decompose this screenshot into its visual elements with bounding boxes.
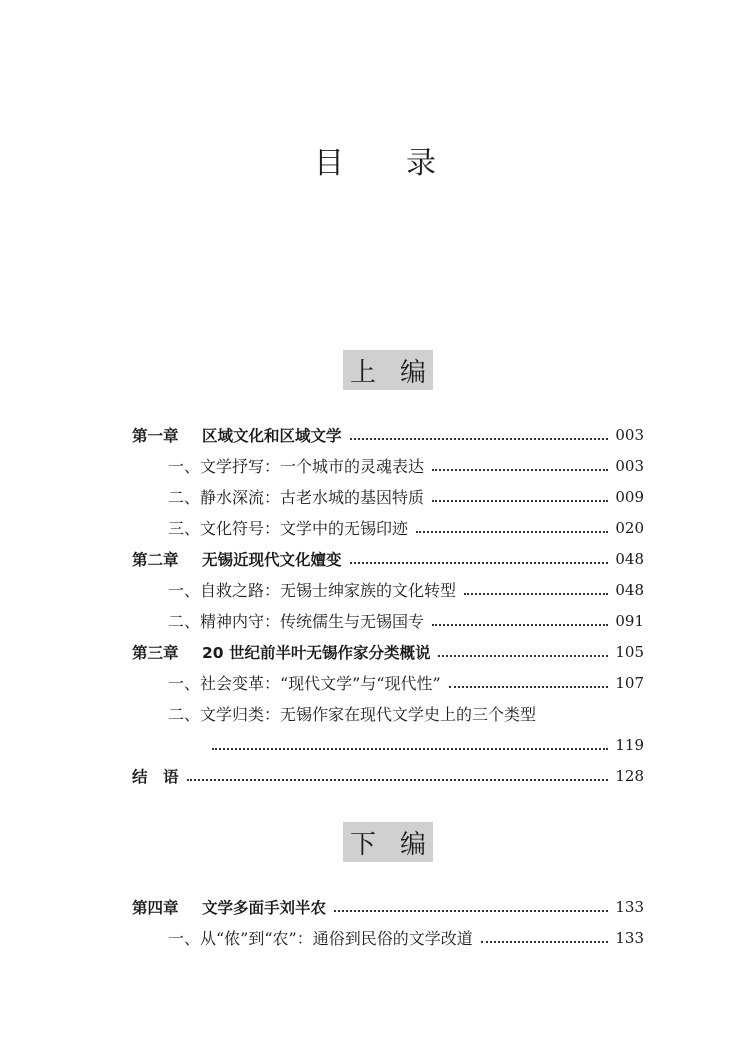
toc-entry-conclusion[interactable] bbox=[132, 760, 644, 791]
page-number: 133 bbox=[615, 897, 644, 916]
page-number: 003 bbox=[615, 425, 644, 444]
toc-entry-section[interactable] bbox=[132, 450, 644, 481]
dot-leader bbox=[350, 436, 608, 440]
part-heading-upper bbox=[343, 350, 433, 390]
chapter-number: 第三章 bbox=[132, 643, 179, 662]
toc-entry-continuation[interactable] bbox=[132, 729, 644, 760]
section-title: 三、文化符号：文学中的无锡印迹 bbox=[168, 519, 409, 538]
dot-leader bbox=[481, 939, 608, 943]
toc-entry-section[interactable] bbox=[132, 512, 644, 543]
page-number: 020 bbox=[615, 518, 644, 537]
toc-entry-section[interactable] bbox=[132, 922, 644, 953]
dot-leader bbox=[432, 622, 608, 626]
chapter-title: 区域文化和区域文学 bbox=[202, 426, 342, 445]
toc-list-lower bbox=[132, 891, 644, 953]
toc-entry-chapter-3[interactable] bbox=[132, 636, 644, 667]
part-heading-char-1: 上 bbox=[349, 357, 376, 388]
dot-leader bbox=[187, 777, 608, 781]
section-title: 二、精神内守：传统儒生与无锡国专 bbox=[168, 612, 425, 631]
page-number: 107 bbox=[615, 673, 644, 692]
chapter-title: 文学多面手刘半农 bbox=[202, 898, 327, 917]
conclusion-label: 结 语 bbox=[132, 767, 179, 786]
part-heading-char-2: 编 bbox=[400, 829, 427, 860]
toc-title bbox=[0, 138, 750, 182]
dot-leader bbox=[212, 746, 608, 750]
toc-list-upper bbox=[132, 419, 644, 791]
toc-title-char-1: 目 bbox=[314, 146, 344, 181]
section-title: 二、文学归类：无锡作家在现代文学史上的三个类型 bbox=[168, 705, 537, 724]
dot-leader bbox=[432, 498, 608, 502]
chapter-number: 第一章 bbox=[132, 426, 179, 445]
page-number: 048 bbox=[615, 549, 644, 568]
chapter-number: 第四章 bbox=[132, 898, 179, 917]
dot-leader bbox=[464, 591, 608, 595]
dot-leader bbox=[350, 560, 608, 564]
page-number: 133 bbox=[615, 928, 644, 947]
page-number: 119 bbox=[615, 735, 644, 754]
toc-entry-section[interactable] bbox=[132, 481, 644, 512]
toc-entry-chapter-2[interactable] bbox=[132, 543, 644, 574]
section-title: 一、从“侬”到“农”：通俗到民俗的文学改道 bbox=[168, 929, 473, 948]
toc-entry-chapter-4[interactable] bbox=[132, 891, 644, 922]
dot-leader bbox=[438, 653, 608, 657]
page-number: 048 bbox=[615, 580, 644, 599]
toc-entry-section-wrapped[interactable] bbox=[132, 698, 644, 729]
toc-entry-chapter-1[interactable] bbox=[132, 419, 644, 450]
toc-entry-section[interactable] bbox=[132, 574, 644, 605]
dot-leader bbox=[334, 908, 608, 912]
chapter-title: 20 世纪前半叶无锡作家分类概说 bbox=[202, 643, 431, 662]
section-title: 一、文学抒写：一个城市的灵魂表达 bbox=[168, 457, 425, 476]
part-heading-char-1: 下 bbox=[349, 829, 376, 860]
toc-entry-section[interactable] bbox=[132, 667, 644, 698]
page-number: 003 bbox=[615, 456, 644, 475]
section-title: 一、自救之路：无锡士绅家族的文化转型 bbox=[168, 581, 457, 600]
dot-leader bbox=[432, 467, 608, 471]
chapter-title: 无锡近现代文化嬗变 bbox=[202, 550, 342, 569]
part-heading-char-2: 编 bbox=[400, 357, 427, 388]
section-title: 一、社会变革：“现代文学”与“现代性” bbox=[168, 674, 441, 693]
dot-leader bbox=[449, 684, 608, 688]
page-number: 009 bbox=[615, 487, 644, 506]
page-number: 105 bbox=[615, 642, 644, 661]
chapter-number: 第二章 bbox=[132, 550, 179, 569]
toc-entry-section[interactable] bbox=[132, 605, 644, 636]
part-heading-lower bbox=[343, 822, 433, 862]
dot-leader bbox=[416, 529, 608, 533]
toc-title-char-2: 录 bbox=[406, 146, 436, 181]
page-number: 091 bbox=[615, 611, 644, 630]
page-number: 128 bbox=[615, 766, 644, 785]
section-title: 二、静水深流：古老水城的基因特质 bbox=[168, 488, 425, 507]
